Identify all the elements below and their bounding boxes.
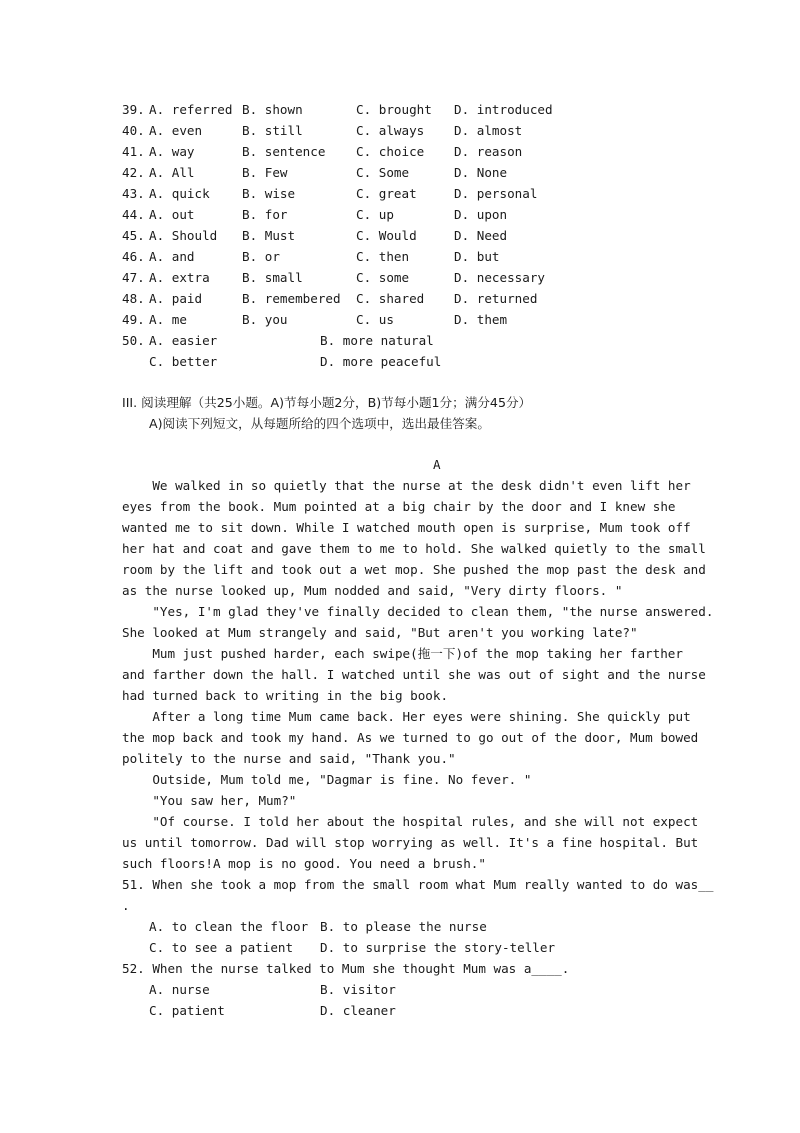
option-c: C. shared [356, 291, 425, 306]
passage-line: room by the lift and took out a wet mop. She pushed the mop past the desk and [122, 562, 706, 577]
question-number: 43. [122, 186, 145, 201]
section-heading: III. 阅读理解（共25小题。A)节每小题2分，B)节每小题1分；满分45分） [122, 395, 532, 410]
passage-line: as the nurse looked up, Mum nodded and said, "Very dirty floors. " [122, 583, 623, 598]
option-row [122, 122, 682, 139]
question-number: 46. [122, 249, 145, 264]
question-number: 39. [122, 102, 145, 117]
option-row [122, 101, 682, 118]
option-d: D. but [454, 249, 500, 264]
question-stem: 52. When the nurse talked to Mum she thought Mum was a____. [122, 961, 570, 976]
option-row [122, 206, 682, 223]
question-number: 41. [122, 144, 145, 159]
passage-line: "Of course. I told her about the hospital rules, and she will not expect [122, 814, 699, 829]
option-row [122, 290, 682, 307]
option-d: D. necessary [454, 270, 545, 285]
passage-line: Outside, Mum told me, "Dagmar is fine. No fever. " [122, 772, 532, 787]
option-a: A. even [149, 123, 203, 138]
question-number: 50. [122, 333, 145, 348]
option-c: C. us [356, 312, 394, 327]
question-number: 48. [122, 291, 145, 306]
passage-line: such floors!A mop is no good. You need a brush." [122, 856, 486, 871]
option-row-50 [122, 332, 682, 349]
option-b: B. small [242, 270, 303, 285]
option-b: B. for [242, 207, 288, 222]
passage-line: her hat and coat and gave them to me to hold. She walked quietly to the small [122, 541, 706, 556]
option-c: C. then [356, 249, 410, 264]
option-a: A. All [149, 165, 195, 180]
passage-line: politely to the nurse and said, "Thank you." [122, 751, 456, 766]
question-number: 45. [122, 228, 145, 243]
passage-line: She looked at Mum strangely and said, "But aren't you working late?" [122, 625, 638, 640]
option-d: D. cleaner [320, 1003, 396, 1018]
passage-line: "You saw her, Mum?" [122, 793, 297, 808]
question-number: 49. [122, 312, 145, 327]
option-row [122, 248, 682, 265]
option-c: C. up [356, 207, 394, 222]
option-row [122, 918, 682, 935]
option-c: C. Some [356, 165, 410, 180]
question-number: 42. [122, 165, 145, 180]
passage-line: had turned back to writing in the big book. [122, 688, 449, 703]
option-a: A. nurse [149, 982, 210, 997]
option-a: A. referred [149, 102, 233, 117]
option-b: B. still [242, 123, 303, 138]
passage-line: the mop back and took my hand. As we turned to go out of the door, Mum bowed [122, 730, 699, 745]
option-d: D. them [454, 312, 508, 327]
option-d: D. None [454, 165, 508, 180]
option-c: C. always [356, 123, 425, 138]
passage-line: Mum just pushed harder, each swipe(拖一下)of the mop taking her farther [122, 646, 683, 661]
option-d: D. reason [454, 144, 523, 159]
option-c: C. brought [356, 102, 432, 117]
option-row [122, 185, 682, 202]
passage-line: We walked in so quietly that the nurse at the desk didn't even lift her [122, 478, 691, 493]
option-a: A. me [149, 312, 187, 327]
passage-line: After a long time Mum came back. Her eyes were shining. She quickly put [122, 709, 691, 724]
section-instruction: A)阅读下列短文，从每题所给的四个选项中，选出最佳答案。 [149, 416, 490, 431]
option-a: A. way [149, 144, 195, 159]
option-b: B. visitor [320, 982, 396, 997]
option-a: A. easier [149, 333, 218, 348]
option-row [122, 143, 682, 160]
option-b: B. sentence [242, 144, 326, 159]
question-stem-end: . [122, 898, 130, 913]
question-stem: 51. When she took a mop from the small room what Mum really wanted to do was__ [122, 877, 714, 892]
option-c: C. some [356, 270, 410, 285]
option-row-50-second [122, 353, 682, 370]
option-b: B. shown [242, 102, 303, 117]
option-row [122, 1002, 682, 1019]
option-a: A. to clean the floor [149, 919, 309, 934]
question-number: 47. [122, 270, 145, 285]
question-number: 44. [122, 207, 145, 222]
option-c: C. to see a patient [149, 940, 294, 955]
option-d: D. Need [454, 228, 508, 243]
passage-line: and farther down the hall. I watched until she was out of sight and the nurse [122, 667, 706, 682]
option-row [122, 311, 682, 328]
option-c: C. patient [149, 1003, 225, 1018]
option-a: A. paid [149, 291, 203, 306]
question-number: 40. [122, 123, 145, 138]
option-b: B. remembered [242, 291, 341, 306]
option-row [122, 164, 682, 181]
passage-line: "Yes, I'm glad they've finally decided to clean them, "the nurse answered. [122, 604, 714, 619]
option-a: A. and [149, 249, 195, 264]
option-row [122, 227, 682, 244]
option-b: B. Few [242, 165, 288, 180]
option-d: D. returned [454, 291, 538, 306]
option-b: B. more natural [320, 333, 434, 348]
option-d: D. to surprise the story-teller [320, 940, 556, 955]
option-b: B. Must [242, 228, 296, 243]
option-a: A. out [149, 207, 195, 222]
option-b: B. wise [242, 186, 296, 201]
option-c: C. great [356, 186, 417, 201]
option-row [122, 939, 682, 956]
passage-label: A [433, 457, 441, 472]
option-a: A. quick [149, 186, 210, 201]
option-b: B. you [242, 312, 288, 327]
passage-line: eyes from the book. Mum pointed at a big chair by the door and I knew she [122, 499, 676, 514]
option-d: D. upon [454, 207, 508, 222]
option-d: D. almost [454, 123, 523, 138]
option-b: B. or [242, 249, 280, 264]
option-c: C. choice [356, 144, 425, 159]
option-d: D. introduced [454, 102, 553, 117]
option-c: C. better [149, 354, 218, 369]
passage-line: wanted me to sit down. While I watched mouth open is surprise, Mum took off [122, 520, 691, 535]
option-d: D. more peaceful [320, 354, 442, 369]
option-a: A. Should [149, 228, 218, 243]
option-b: B. to please the nurse [320, 919, 487, 934]
option-a: A. extra [149, 270, 210, 285]
passage-line: us until tomorrow. Dad will stop worrying as well. It's a fine hospital. But [122, 835, 699, 850]
option-d: D. personal [454, 186, 538, 201]
option-c: C. Would [356, 228, 417, 243]
option-row [122, 269, 682, 286]
option-row [122, 981, 682, 998]
